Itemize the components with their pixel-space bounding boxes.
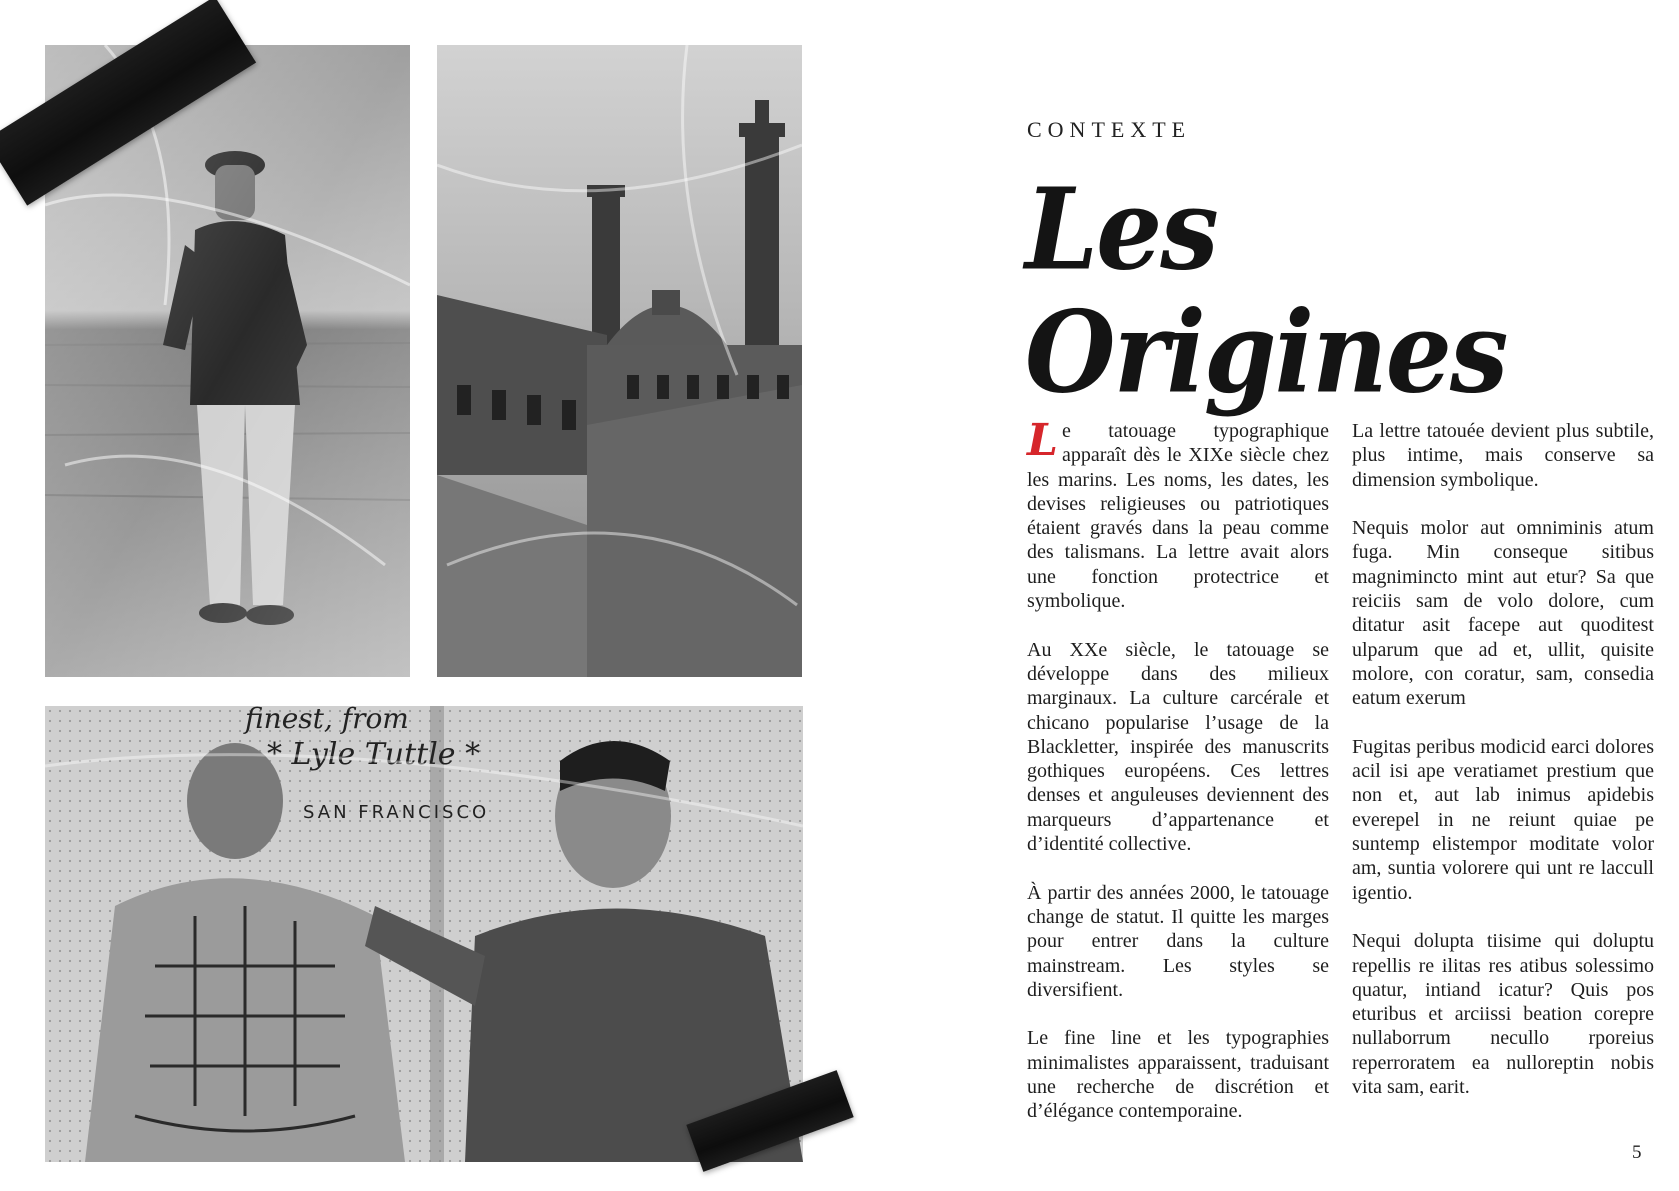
body-column-left: [1027, 415, 1329, 1148]
body-paragraph: Nequis molor aut omniminis atum fuga. Min conseque sitibus magnimincto mint aut etur? Sa que reiciis sam de volo dolore, cum ditatur asit facepe aut quoditest ulparum que ad et, ullit, quisite molore, con coratur, sam, consedia eatum exerum: [1352, 517, 1654, 710]
tattoo-artist-photo-illustration: [45, 706, 803, 1162]
body-paragraph: [1027, 415, 1329, 613]
body-paragraph: La lettre tatouée devient plus subtile, plus intime, mais conserve sa dimension symbolique.: [1352, 420, 1654, 491]
body-column-right: [1352, 419, 1654, 1124]
tattoo-photo-city: SAN FRANCISCO: [303, 802, 490, 823]
page-title: Les Origines: [1025, 162, 1507, 419]
tattoo-photo-handwriting-2: * Lyle Tuttle *: [267, 737, 481, 772]
section-kicker: CONTEXTE: [1027, 117, 1192, 142]
body-paragraph: Nequi dolupta tiisime qui doluptu repellis re ilitas res atibus solessimo quatur, intiand icatur? Quis pos eturibus et arciissi beation corepre nullaborrum necullo rporeius reperroratem ea nulloreptin nobis vita sam, earit.: [1352, 930, 1654, 1099]
tattoo-photo-handwriting-1: finest, from: [245, 706, 409, 735]
prison-photo: [437, 45, 802, 677]
page-number: 5: [1632, 1142, 1642, 1163]
body-paragraph-text: e tatouage typographique apparaît dès le XIXe siècle chez les marins. Les noms, les dates, les devises religieuses ou patriotiques étaient gravés dans la peau comme des talismans. La lettre avait alors une fonction protectrice et symbolique.: [1027, 420, 1329, 613]
body-paragraph: Fugitas peribus modicid earci dolores acil isi ape veratiamet prestium que non et, aut lab inimus apidebis everepel in ne reiunt quiae pe suntemp elistempor moditate volor am, suntia volorere qui unt re laccull igentio.: [1352, 735, 1654, 904]
prison-photo-illustration: [437, 45, 802, 677]
body-paragraph: À partir des années 2000, le tatouage change de statut. Il quitte les marges pour entrer dans la culture mainstream. Les styles se diversifient.: [1027, 881, 1329, 1001]
tattoo-artist-photo: [45, 706, 803, 1162]
body-paragraph: Le fine line et les typographies minimalistes apparaissent, traduisant une recherche de discrétion et d’élégance contemporaine.: [1027, 1027, 1329, 1123]
body-paragraph: Au XXe siècle, le tatouage se développe dans des milieux marginaux. La culture carcérale et chicano popularise l’usage de la Blackletter, inspirée des manuscrits gothiques européens. Ces lettres denses et anguleuses deviennent des marqueurs d’appartenance et d’identité collective.: [1027, 638, 1329, 856]
drop-cap: L: [1027, 415, 1058, 466]
